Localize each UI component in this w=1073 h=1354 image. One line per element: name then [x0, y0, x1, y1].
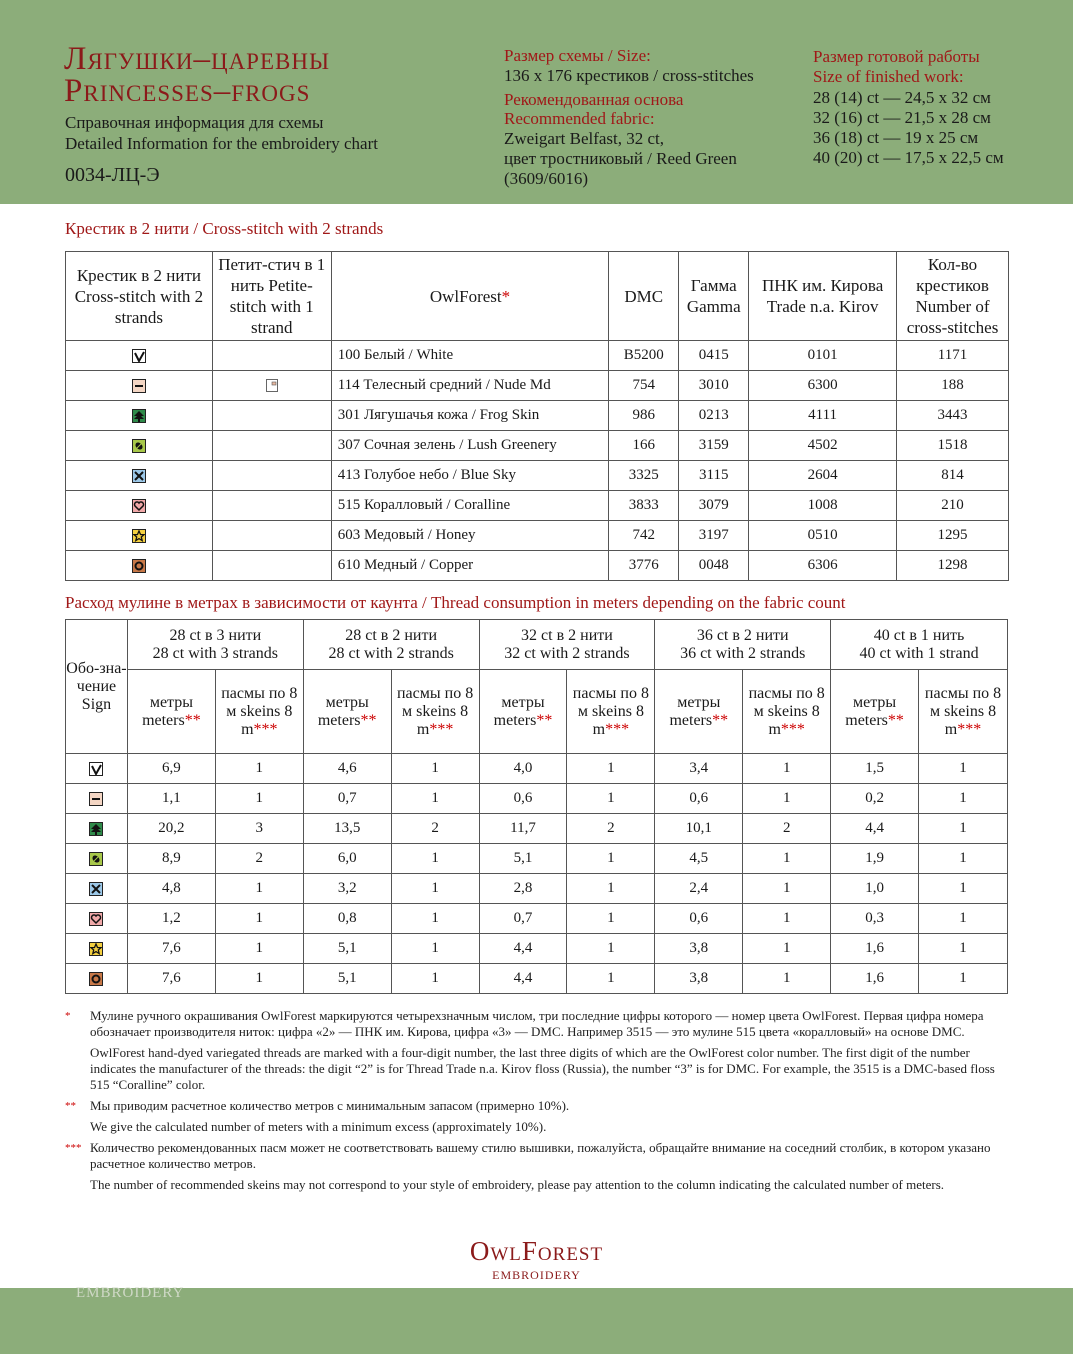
table-row [66, 371, 1009, 401]
pnk-code: 6306 [749, 551, 897, 581]
meters-value: 0,7 [303, 784, 391, 814]
cross-symbol-icon [132, 469, 146, 483]
star-symbol-icon [132, 529, 146, 543]
fabric-line3: (3609/6016) [504, 169, 589, 188]
meters-value: 0,8 [303, 904, 391, 934]
meters-header: метры meters** [479, 670, 567, 754]
skeins-value: 1 [567, 904, 655, 934]
fabric-label-en: Recommended fabric: [504, 109, 655, 128]
header-owlforest: OwlForest* [331, 252, 609, 341]
footnote: ** Мы приводим расчетное количество метров с минимальным запасом (примерно 10%). We give the calculated number of meters with a minimum excess (approximately 10%). [65, 1098, 570, 1134]
skeins-value: 2 [567, 814, 655, 844]
skeins-value: 1 [567, 964, 655, 994]
dmc-code: 754 [609, 371, 679, 401]
skeins-value: 1 [391, 964, 479, 994]
owlforest-color: 114 Телесный средний / Nude Md [331, 371, 609, 401]
group-header: 28 ct в 3 нити 28 ct with 3 strands [127, 620, 303, 670]
cross-symbol-cell [66, 371, 213, 401]
stitch-count: 3443 [897, 401, 1009, 431]
table-row [66, 461, 1009, 491]
sign-cell [66, 754, 128, 784]
table-row [66, 964, 1008, 994]
skeins-value: 1 [215, 964, 303, 994]
meters-value: 10,1 [655, 814, 743, 844]
chart-code: 0034-ЛЦ-Э [65, 164, 160, 186]
table-row [66, 401, 1009, 431]
skeins-value: 1 [919, 964, 1008, 994]
meters-value: 8,9 [127, 844, 215, 874]
ghost-text: EMBROIDERY [76, 1285, 185, 1301]
skeins-value: 1 [919, 814, 1008, 844]
meters-value: 4,6 [303, 754, 391, 784]
tree-symbol-icon [89, 822, 103, 836]
tree-symbol-icon [132, 409, 146, 423]
skeins-header: пасмы по 8 м skeins 8 m*** [391, 670, 479, 754]
consumption-table [65, 619, 1008, 994]
dmc-code: 742 [609, 521, 679, 551]
dmc-code: 3833 [609, 491, 679, 521]
header-dmc: DMC [609, 252, 679, 341]
gamma-code: 3010 [679, 371, 749, 401]
skeins-value: 1 [567, 784, 655, 814]
skeins-value: 1 [743, 904, 831, 934]
skeins-value: 1 [567, 754, 655, 784]
title-ru: Лягушки–царевны [64, 41, 331, 77]
meters-value: 4,8 [127, 874, 215, 904]
petite-cell [212, 521, 331, 551]
dmc-code: 166 [609, 431, 679, 461]
meters-value: 1,6 [831, 934, 919, 964]
skeins-value: 1 [567, 934, 655, 964]
meters-value: 1,5 [831, 754, 919, 784]
cross-symbol-cell [66, 551, 213, 581]
meters-value: 1,6 [831, 964, 919, 994]
meters-header: метры meters** [303, 670, 391, 754]
cross-symbol-cell [66, 341, 213, 371]
heart-symbol-icon [89, 912, 103, 926]
gamma-code: 3079 [679, 491, 749, 521]
meters-value: 1,9 [831, 844, 919, 874]
skeins-value: 1 [391, 784, 479, 814]
circle-symbol-icon [132, 559, 146, 573]
heart-symbol-icon [132, 499, 146, 513]
group-header: 32 ct в 2 нити 32 ct with 2 strands [479, 620, 655, 670]
stitch-count: 188 [897, 371, 1009, 401]
skeins-value: 2 [215, 844, 303, 874]
pnk-code: 2604 [749, 461, 897, 491]
table-row [66, 904, 1008, 934]
sign-cell [66, 814, 128, 844]
meters-value: 6,0 [303, 844, 391, 874]
skeins-value: 1 [567, 874, 655, 904]
info-ru: Справочная информация для схемы [65, 113, 324, 132]
pnk-code: 0510 [749, 521, 897, 551]
table2-title: Расход мулине в метрах в зависимости от каунта / Thread consumption in meters depending on the fabric count [65, 593, 846, 612]
skeins-value: 1 [215, 904, 303, 934]
meters-value: 13,5 [303, 814, 391, 844]
meters-value: 0,6 [479, 784, 567, 814]
table-row [66, 934, 1008, 964]
meters-value: 7,6 [127, 964, 215, 994]
header-cross: Крестик в 2 нити Cross-stitch with 2 strands [66, 252, 213, 341]
skeins-value: 1 [391, 874, 479, 904]
owlforest-color: 603 Медовый / Honey [331, 521, 609, 551]
logo-subtitle: EMBROIDERY [492, 1268, 581, 1282]
meters-value: 4,0 [479, 754, 567, 784]
owlforest-color: 413 Голубое небо / Blue Sky [331, 461, 609, 491]
skeins-header: пасмы по 8 м skeins 8 m*** [743, 670, 831, 754]
pnk-code: 6300 [749, 371, 897, 401]
info-en: Detailed Information for the embroidery chart [65, 134, 378, 153]
size-label: Размер схемы / Size: [504, 46, 651, 65]
skeins-value: 1 [743, 754, 831, 784]
meters-value: 20,2 [127, 814, 215, 844]
skeins-value: 1 [743, 844, 831, 874]
sign-cell [66, 934, 128, 964]
skeins-value: 1 [743, 964, 831, 994]
skeins-header: пасмы по 8 м skeins 8 m*** [567, 670, 655, 754]
gamma-code: 0415 [679, 341, 749, 371]
stitch-count: 1295 [897, 521, 1009, 551]
meters-value: 3,4 [655, 754, 743, 784]
table-row [66, 844, 1008, 874]
gamma-code: 0048 [679, 551, 749, 581]
meters-value: 11,7 [479, 814, 567, 844]
cross-symbol-cell [66, 461, 213, 491]
stitch-count: 1298 [897, 551, 1009, 581]
fabric-label-ru: Рекомендованная основа [504, 90, 684, 109]
owlforest-color: 307 Сочная зелень / Lush Greenery [331, 431, 609, 461]
skeins-value: 1 [567, 844, 655, 874]
title-en: Princesses–frogs [64, 73, 311, 109]
star-symbol-icon [89, 942, 103, 956]
meters-value: 0,6 [655, 784, 743, 814]
group-header: 28 ct в 2 нити 28 ct with 2 strands [303, 620, 479, 670]
skeins-value: 1 [743, 784, 831, 814]
table-row [66, 521, 1009, 551]
header-count: Кол-во крестиков Number of cross-stitches [897, 252, 1009, 341]
footnote: *** Количество рекомендованных пасм может не соответствовать вашему стилю вышивки, пожалуйста, обращайте внимание на соседний столбик, в котором указано расчетное количество метров. The number of recommended skeins may not correspond to your style of embroidery, please pay attention to the column indicating the calculated number of meters. [65, 1140, 991, 1192]
meters-value: 1,0 [831, 874, 919, 904]
skeins-value: 1 [215, 754, 303, 784]
leaf-symbol-icon [132, 439, 146, 453]
size-value: 136 x 176 крестиков / cross-stitches [504, 66, 754, 85]
meters-value: 0,7 [479, 904, 567, 934]
petite-cell [212, 491, 331, 521]
skeins-value: 2 [743, 814, 831, 844]
stitch-count: 814 [897, 461, 1009, 491]
skeins-header: пасмы по 8 м skeins 8 m*** [919, 670, 1008, 754]
sign-cell [66, 784, 128, 814]
sign-cell [66, 964, 128, 994]
fabric-line2: цвет тростниковый / Reed Green [504, 149, 737, 168]
table-row [66, 814, 1008, 844]
skeins-value: 1 [391, 934, 479, 964]
meters-value: 0,3 [831, 904, 919, 934]
meters-value: 5,1 [303, 934, 391, 964]
sign-cell [66, 904, 128, 934]
dmc-code: B5200 [609, 341, 679, 371]
skeins-value: 1 [919, 904, 1008, 934]
table-row [66, 754, 1008, 784]
skeins-value: 1 [215, 934, 303, 964]
pnk-code: 4111 [749, 401, 897, 431]
skeins-value: 1 [215, 874, 303, 904]
stitch-count: 1518 [897, 431, 1009, 461]
cross-symbol-cell [66, 521, 213, 551]
skeins-value: 1 [391, 904, 479, 934]
meters-value: 2,4 [655, 874, 743, 904]
finished-size: 32 (16) ct — 21,5 x 28 см [813, 108, 991, 127]
skeins-value: 1 [391, 844, 479, 874]
table-row [66, 431, 1009, 461]
petite-stitch-icon [266, 379, 278, 392]
meters-value: 5,1 [479, 844, 567, 874]
meters-value: 3,8 [655, 934, 743, 964]
meters-value: 6,9 [127, 754, 215, 784]
table1-title: Крестик в 2 нити / Cross-stitch with 2 strands [65, 219, 384, 238]
petite-cell [212, 401, 331, 431]
meters-value: 1,2 [127, 904, 215, 934]
circle-symbol-icon [89, 972, 103, 986]
stitch-count: 1171 [897, 341, 1009, 371]
group-header: 36 ct в 2 нити 36 ct with 2 strands [655, 620, 831, 670]
header-pnk: ПНК им. Кирова Trade n.a. Kirov [749, 252, 897, 341]
petite-cell [212, 341, 331, 371]
dmc-code: 3325 [609, 461, 679, 491]
footnote: * Мулине ручного окрашивания OwlForest маркируются четырехзначным числом, три последние цифры которого — номер цвета OwlForest. Первая цифра номера обозначает производителя ниток: цифра «2» — ПНК им. Кирова, цифра «3» — DMC. Например 3515 — это мулине 515 цвета «коралловый» на основе DMC. OwlForest hand-dyed variegated threads are marked with a four-digit number, the last three digits of which are the OwlForest color number. The first digit of the number indicates the manufacturer of the threads: the digit “2” is for Thread Trade n.a. Kirov floss (Russia), the number “3” is for DMC. For example, the 3515 is a DMC-based floss 515 “Coralline” color. [65, 1008, 995, 1092]
pnk-code: 4502 [749, 431, 897, 461]
meters-value: 0,6 [655, 904, 743, 934]
owlforest-color: 515 Коралловый / Coralline [331, 491, 609, 521]
cross-symbol-cell [66, 431, 213, 461]
meters-header: метры meters** [655, 670, 743, 754]
skeins-value: 2 [391, 814, 479, 844]
skeins-value: 3 [215, 814, 303, 844]
cross-symbol-icon [89, 882, 103, 896]
finished-size: 28 (14) ct — 24,5 x 32 см [813, 88, 991, 107]
header-gamma: Гамма Gamma [679, 252, 749, 341]
check-symbol-icon [89, 762, 103, 776]
skeins-value: 1 [391, 754, 479, 784]
header-petite: Петит-стич в 1 нить Petite-stitch with 1 strand [212, 252, 331, 341]
petite-cell [212, 461, 331, 491]
finished-size: 36 (18) ct — 19 x 25 см [813, 128, 979, 147]
meters-header: метры meters** [831, 670, 919, 754]
skeins-value: 1 [743, 934, 831, 964]
stitch-count: 210 [897, 491, 1009, 521]
skeins-value: 1 [919, 784, 1008, 814]
sign-cell [66, 874, 128, 904]
meters-value: 0,2 [831, 784, 919, 814]
meters-value: 2,8 [479, 874, 567, 904]
pnk-code: 1008 [749, 491, 897, 521]
cross-symbol-cell [66, 491, 213, 521]
owlforest-color: 301 Лягушачья кожа / Frog Skin [331, 401, 609, 431]
petite-cell [212, 371, 331, 401]
check-symbol-icon [132, 349, 146, 363]
skeins-header: пасмы по 8 м skeins 8 m*** [215, 670, 303, 754]
minus-symbol-icon [89, 792, 103, 806]
header-sign: Обо-зна-чение Sign [66, 620, 128, 754]
meters-value: 4,5 [655, 844, 743, 874]
footnotes [65, 1008, 1009, 1198]
gamma-code: 0213 [679, 401, 749, 431]
group-header: 40 ct в 1 нить 40 ct with 1 strand [831, 620, 1008, 670]
owlforest-logo: OwlForest [469, 1236, 604, 1266]
dmc-code: 986 [609, 401, 679, 431]
finished-label-ru: Размер готовой работы [813, 47, 980, 66]
gamma-code: 3159 [679, 431, 749, 461]
table-row [66, 551, 1009, 581]
fabric-line1: Zweigart Belfast, 32 ct, [504, 129, 665, 148]
table-row [66, 491, 1009, 521]
table-row [66, 341, 1009, 371]
table-row [66, 784, 1008, 814]
skeins-value: 1 [919, 874, 1008, 904]
owlforest-color: 610 Медный / Copper [331, 551, 609, 581]
meters-header: метры meters** [127, 670, 215, 754]
skeins-value: 1 [919, 934, 1008, 964]
cross-symbol-cell [66, 401, 213, 431]
finished-size: 40 (20) ct — 17,5 x 22,5 см [813, 148, 1004, 167]
sign-cell [66, 844, 128, 874]
petite-cell [212, 431, 331, 461]
color-table [65, 251, 1009, 581]
table-row [66, 874, 1008, 904]
skeins-value: 1 [215, 784, 303, 814]
pnk-code: 0101 [749, 341, 897, 371]
meters-value: 1,1 [127, 784, 215, 814]
owlforest-color: 100 Белый / White [331, 341, 609, 371]
meters-value: 5,1 [303, 964, 391, 994]
meters-value: 7,6 [127, 934, 215, 964]
finished-label-en: Size of finished work: [813, 67, 964, 86]
minus-symbol-icon [132, 379, 146, 393]
skeins-value: 1 [919, 844, 1008, 874]
dmc-code: 3776 [609, 551, 679, 581]
meters-value: 4,4 [831, 814, 919, 844]
skeins-value: 1 [919, 754, 1008, 784]
petite-cell [212, 551, 331, 581]
skeins-value: 1 [743, 874, 831, 904]
gamma-code: 3197 [679, 521, 749, 551]
meters-value: 4,4 [479, 934, 567, 964]
leaf-symbol-icon [89, 852, 103, 866]
gamma-code: 3115 [679, 461, 749, 491]
meters-value: 3,2 [303, 874, 391, 904]
meters-value: 3,8 [655, 964, 743, 994]
meters-value: 4,4 [479, 964, 567, 994]
